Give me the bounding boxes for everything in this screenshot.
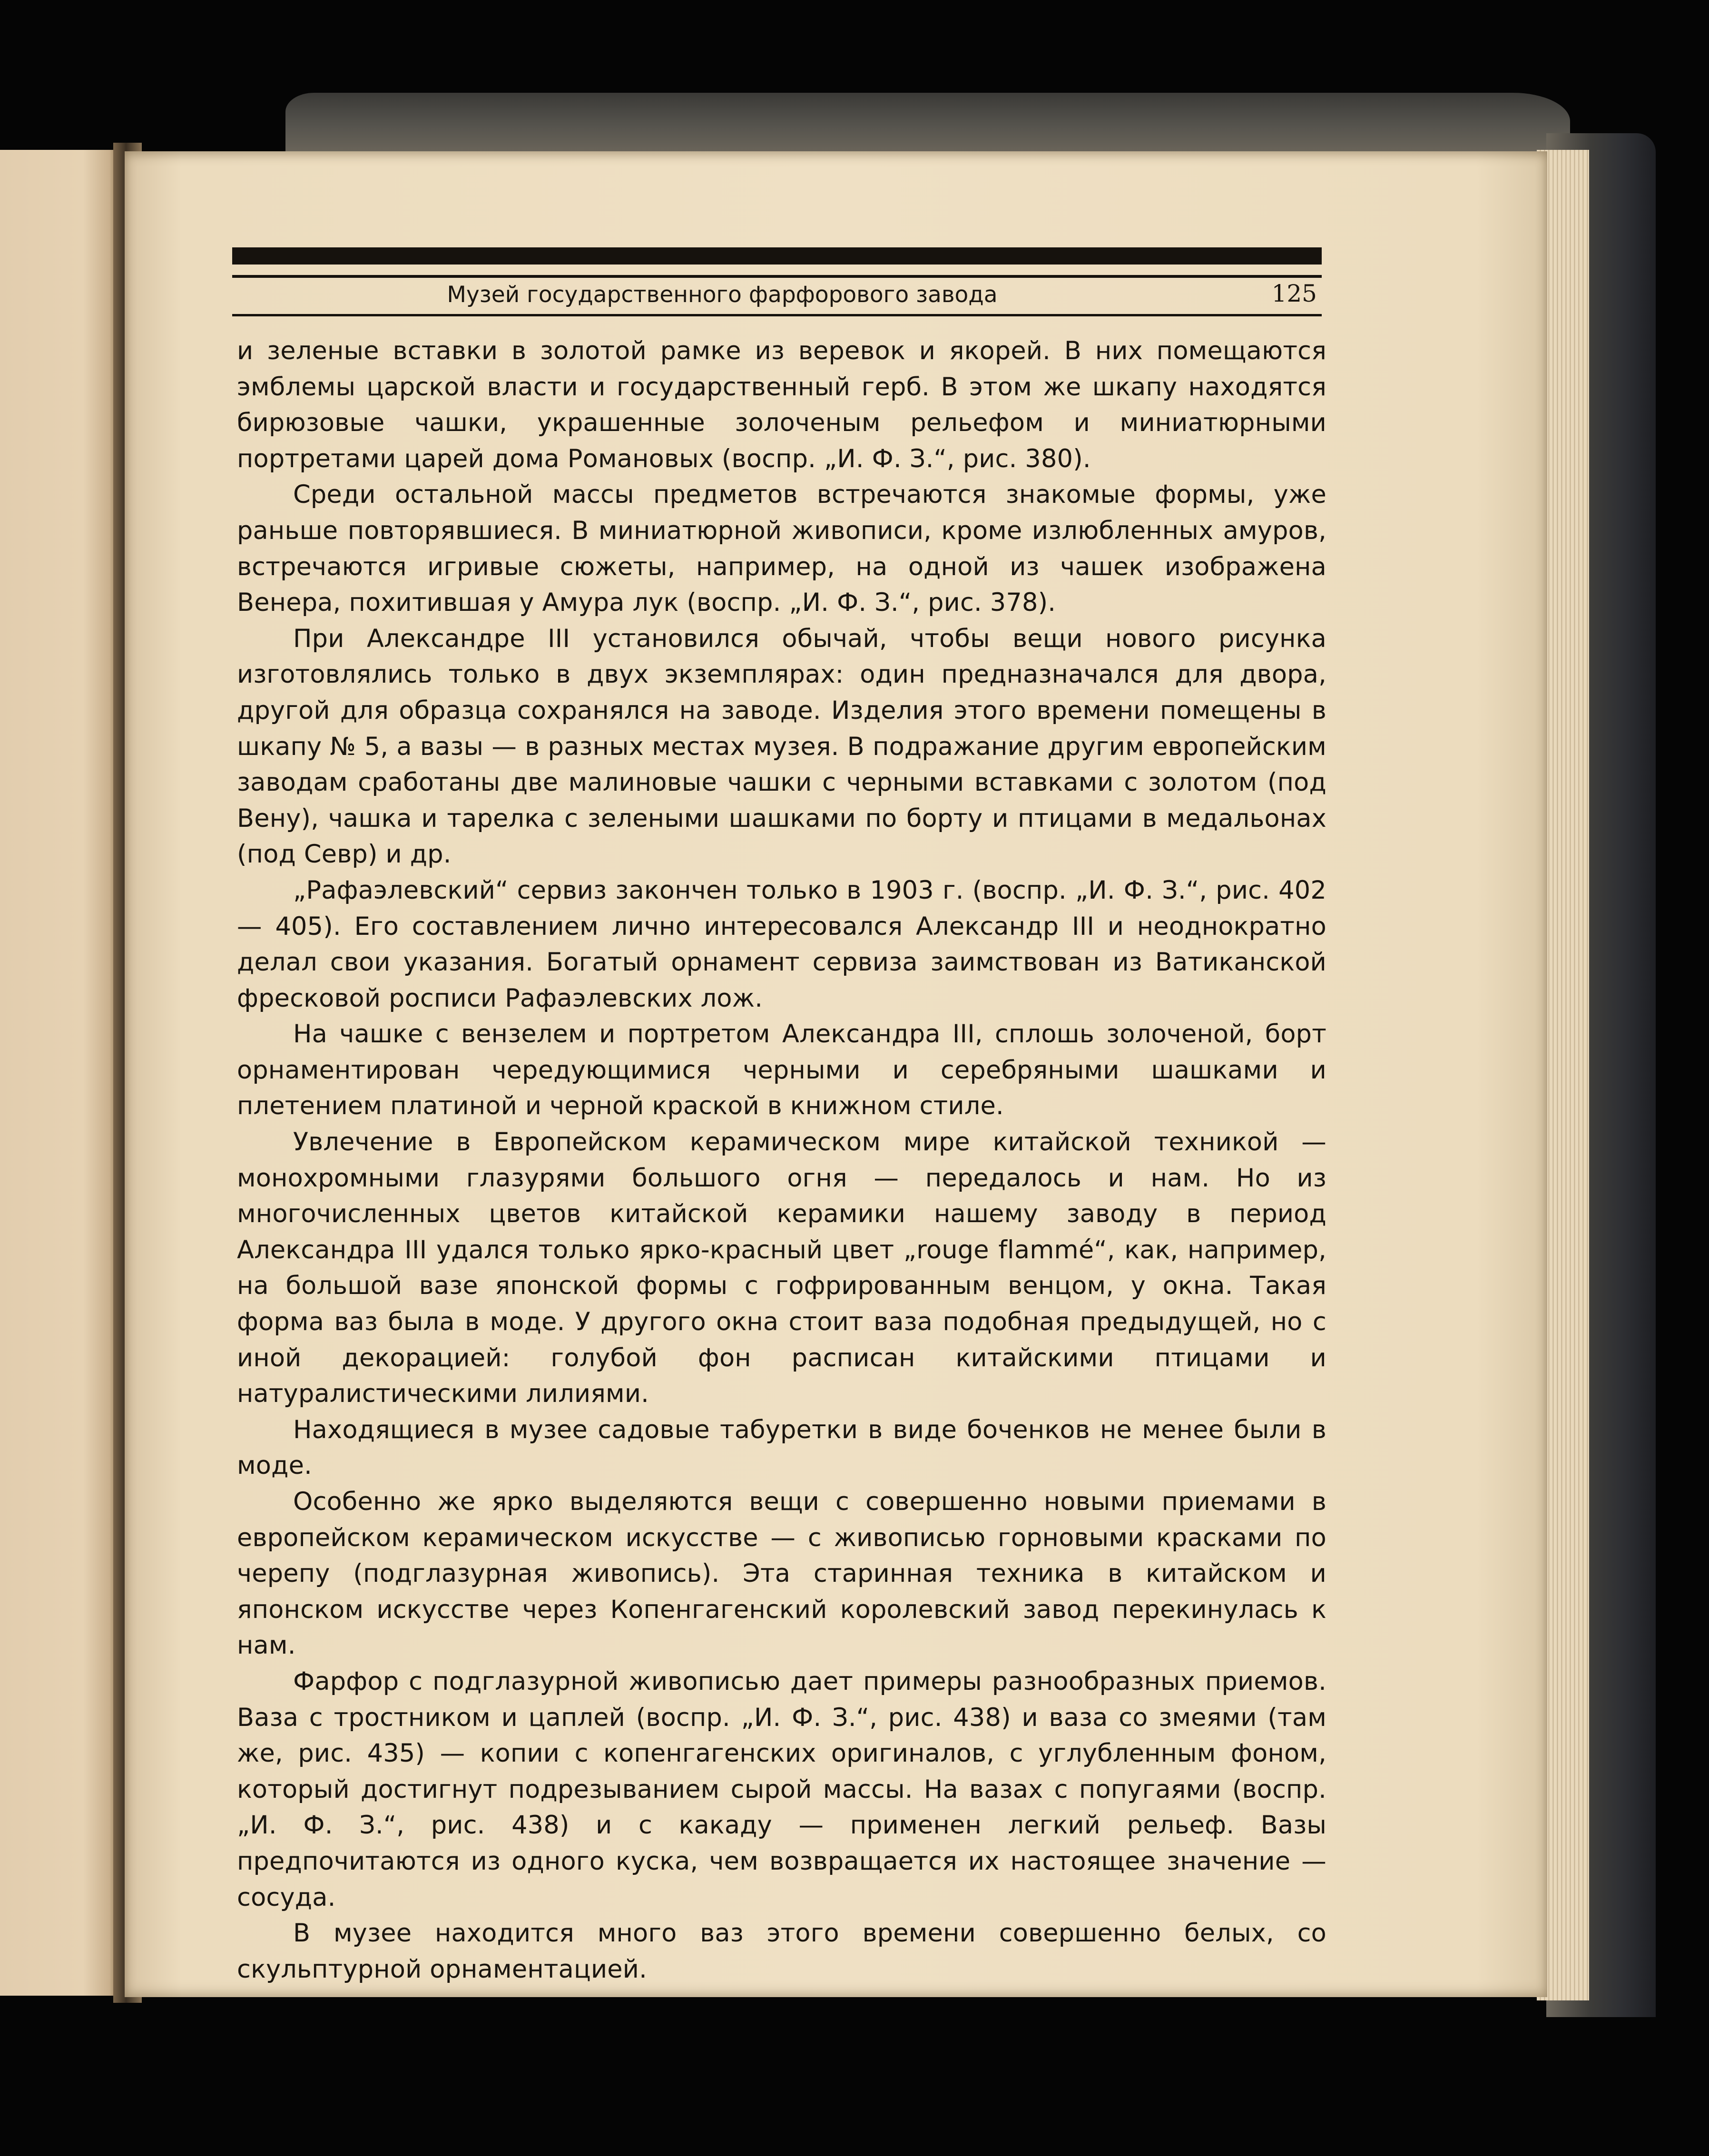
running-head [232, 280, 1322, 309]
paragraph-2: Среди остальной массы предметов встречаются знакомые формы, уже раньше повторявшиеся. В миниатюрной живописи, кроме излюбленных амуров, встречаются игривые сюжеты, например, на одной из чашек изображена Венера, похитившая у Амура лук (воспр. „И. Ф. З.“, рис. 378). [237, 480, 1326, 617]
paragraph-10: В музее находится много ваз этого времени совершенно белых, со скульптурной орнаментацией. [237, 1919, 1326, 1984]
paragraph-8: Особенно же ярко выделяются вещи с совершенно новыми приемами в европейском керамическом искусстве — с живописью горновыми красками по черепу (подглазурная живопись). Эта старинная техника в китайском и японском искусстве через Копенгагенский королевский завод перекинулась к нам. [237, 1487, 1326, 1660]
body-text [237, 333, 1326, 1987]
page-number: 125 [1271, 280, 1317, 307]
paragraph-4: „Рафаэлевский“ сервиз закончен только в 1903 г. (воспр. „И. Ф. З.“, рис. 402 — 405). Его составлением лично интересовался Александр III и неоднократно делал свои указания. Богатый орнамент сервиза заимствован из Ватиканской фресковой росписи Рафаэлевских лож. [237, 875, 1326, 1013]
paragraph-3: При Александре III установился обычай, чтобы вещи нового рисунка изготовлялись только в двух экземплярах: один предназначался для двора, другой для образца сохранялся на заводе. Изделия этого времени помещены в шкапу № 5, а вазы — в разных местах музея. В подражание другим европейским заводам сработаны две малиновые чашки с черными вставками с золотом (под Вену), чашка и тарелка с зелеными шашками по борту и птицами в медальонах (под Севр) и др. [237, 624, 1326, 869]
running-title: Музей государственного фарфорового завода [447, 282, 998, 308]
paragraph-5: На чашке с вензелем и портретом Александра III, сплошь золоченой, борт орнаментирован чередующимися черными и серебряными шашками и плетением платиной и черной краской в книжном стиле. [237, 1019, 1326, 1121]
paragraph-9: Фарфор с подглазурной живописью дает примеры разнообразных приемов. Ваза с тростником и цаплей (воспр. „И. Ф. З.“, рис. 438) и ваза со змеями (там же, рис. 435) — копии с копенгагенских оригиналов, с углубленным фоном, который достигнут подрезыванием сырой массы. На вазах с попугаями (воспр. „И. Ф. З.“, рис. 438) и с какаду — применен легкий рельеф. Вазы предпочитаются из одного куска, чем возвращается их настоящее значение — сосуда. [237, 1666, 1326, 1912]
header-under-rule [232, 314, 1322, 316]
header-thin-rule [232, 275, 1322, 278]
header-thick-rule [232, 247, 1322, 265]
paragraph-7: Находящиеся в музее садовые табуретки в виде боченков не менее были в моде. [237, 1415, 1326, 1480]
left-page-edge [0, 150, 119, 1996]
paragraph-6: Увлечение в Европейском керамическом мире китайской техникой — монохромными глазурями большого огня — передалось и нам. Но из многочисленных цветов китайской керамики нашему заводу в период Александра III удался только ярко-красный цвет „rouge flammé“, как, например, на большой вазе японской формы с гофрированным венцом, у окна. Такая форма ваз была в моде. У другого окна стоит ваза подобная предыдущей, но с иной декорацией: голубой фон расписан китайскими птицами и натуралистическими лилиями. [237, 1127, 1326, 1409]
paragraph-1: и зеленые вставки в золотой рамке из веревок и якорей. В них помещаются эмблемы царской власти и государственный герб. В этом же шкапу находятся бирюзовые чашки, украшенные золоченым рельефом и миниатюрными портретами царей дома Романовых (воспр. „И. Ф. З.“, рис. 380). [237, 336, 1326, 473]
